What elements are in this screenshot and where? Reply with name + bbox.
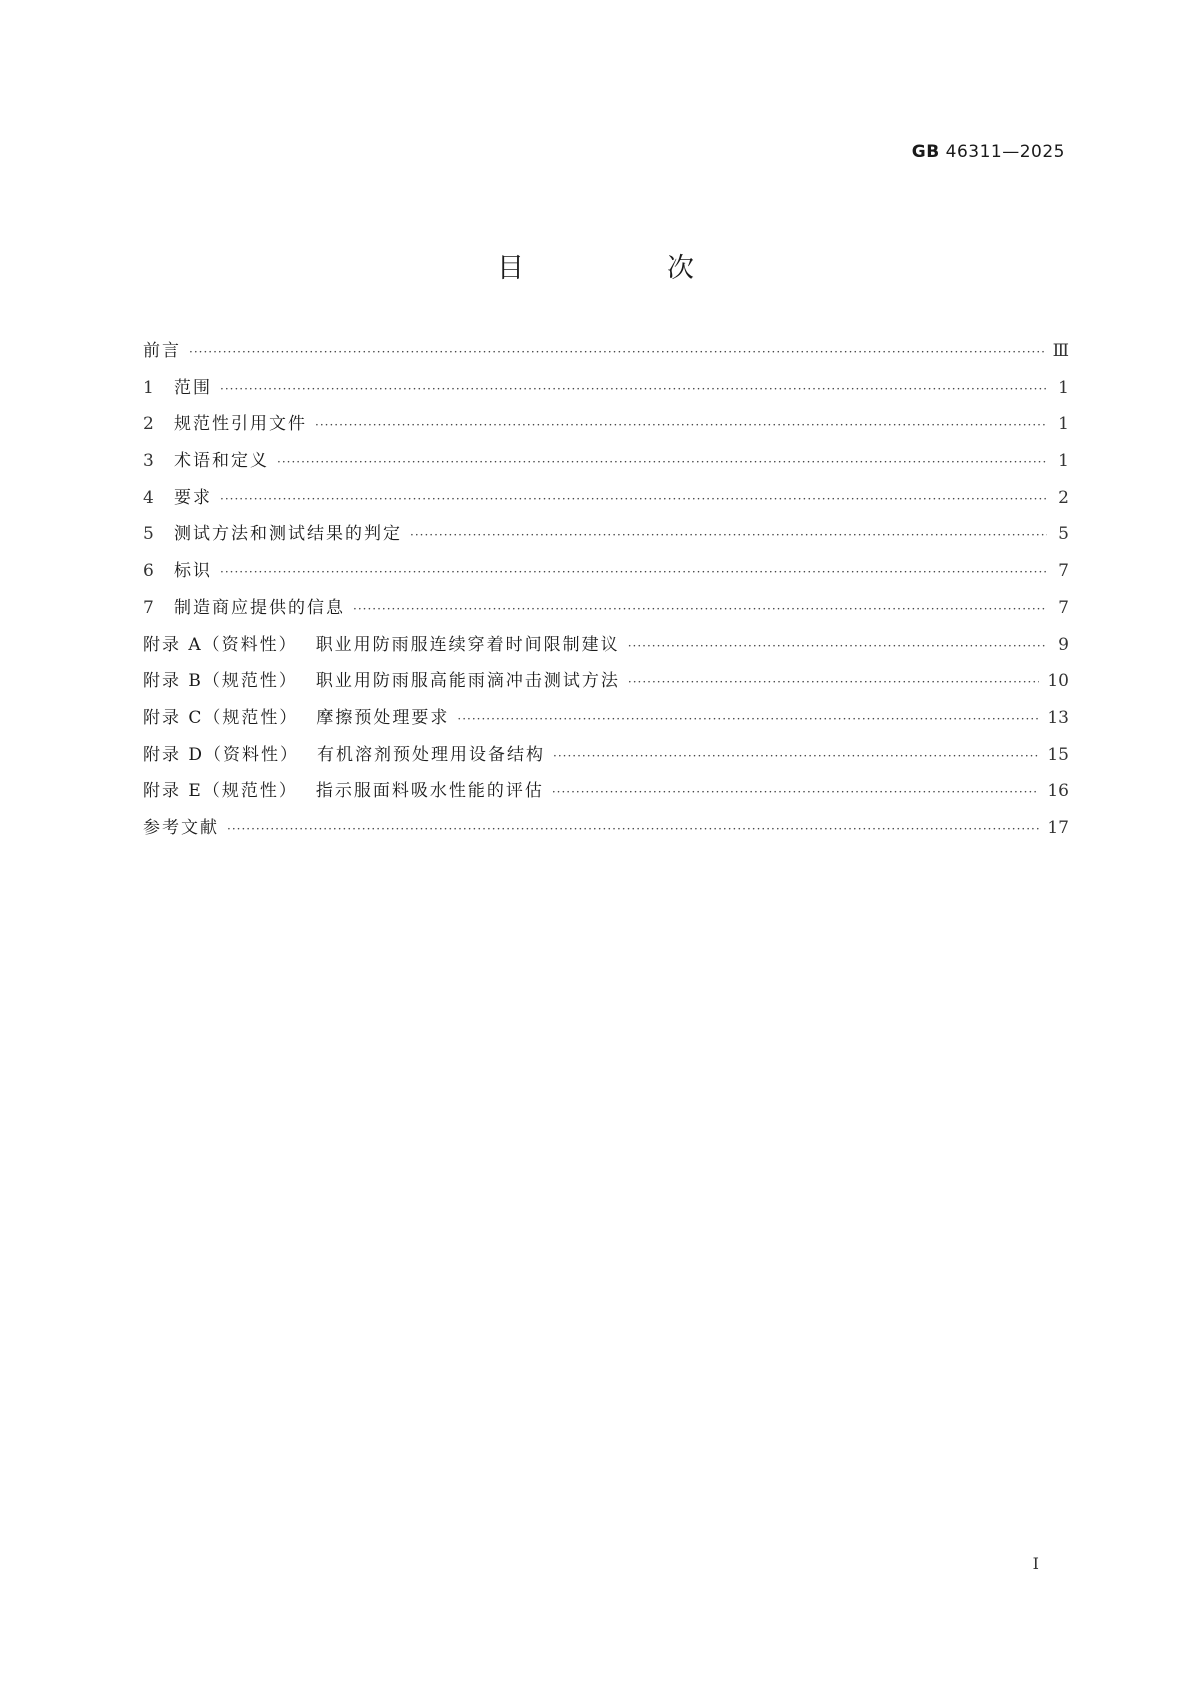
toc-entry-page: Ⅲ [1052, 341, 1069, 361]
toc-entry-label: 前言 [143, 341, 181, 361]
toc-entry-number: 4 [143, 487, 154, 508]
toc-dot-leader [353, 598, 1047, 620]
toc-entry[interactable] [143, 487, 1069, 524]
toc-entry-number: 2 [143, 414, 154, 435]
toc-dot-leader [220, 378, 1047, 400]
toc-title: 目 次 [497, 253, 752, 284]
toc-dot-leader [227, 818, 1039, 840]
toc-entry-annex-prefix: 附录 E（规范性） [143, 781, 298, 802]
table-of-contents [143, 340, 1069, 854]
toc-entry-label: 摩擦预处理要求 [316, 707, 450, 728]
toc-entry-label: 规范性引用文件 [174, 414, 307, 435]
toc-entry-page: 1 [1058, 377, 1069, 398]
toc-entry[interactable] [143, 780, 1069, 817]
toc-dot-leader [315, 414, 1047, 436]
toc-entry-page: 2 [1058, 487, 1069, 508]
toc-entry[interactable] [143, 413, 1069, 450]
toc-entry-label: 参考文献 [143, 817, 219, 838]
toc-entry-page: 15 [1047, 744, 1069, 765]
toc-entry-page: 5 [1058, 524, 1069, 545]
toc-entry-label: 制造商应提供的信息 [174, 597, 345, 618]
toc-dot-leader [410, 524, 1047, 546]
toc-entry-number: 1 [143, 377, 154, 398]
standard-number [912, 142, 1065, 162]
toc-entry-page: 7 [1058, 597, 1069, 618]
toc-entry[interactable] [143, 707, 1069, 744]
toc-entry[interactable] [143, 340, 1069, 377]
toc-entry-label: 有机溶剂预处理用设备结构 [317, 744, 546, 765]
toc-entry[interactable] [143, 450, 1069, 487]
toc-entry-page: 7 [1058, 561, 1069, 582]
toc-dot-leader [552, 781, 1040, 803]
toc-entry[interactable] [143, 817, 1069, 854]
toc-dot-leader [220, 561, 1047, 583]
toc-entry-number: 6 [143, 561, 154, 582]
toc-entry-label: 术语和定义 [174, 451, 269, 472]
toc-entry[interactable] [143, 523, 1069, 560]
standard-code: 46311—2025 [945, 142, 1065, 162]
toc-entry-number: 5 [143, 524, 154, 545]
toc-entry-label: 测试方法和测试结果的判定 [174, 524, 402, 545]
toc-entry-page: 13 [1047, 707, 1069, 728]
toc-dot-leader [220, 488, 1047, 510]
toc-entry[interactable] [143, 634, 1069, 671]
toc-dot-leader [628, 671, 1039, 693]
toc-entry-number: 7 [143, 597, 154, 618]
toc-dot-leader [189, 341, 1045, 363]
toc-entry-label: 职业用防雨服连续穿着时间限制建议 [315, 634, 620, 655]
toc-entry-page: 1 [1058, 414, 1069, 435]
toc-entry-page: 1 [1058, 451, 1069, 472]
toc-entry-label: 标识 [174, 561, 212, 582]
toc-entry-label: 要求 [174, 487, 212, 508]
toc-entry-label: 指示服面料吸水性能的评估 [315, 781, 544, 802]
toc-dot-leader [553, 745, 1039, 767]
toc-entry[interactable] [143, 560, 1069, 597]
toc-entry-label: 职业用防雨服高能雨滴冲击测试方法 [315, 671, 620, 692]
toc-dot-leader [628, 635, 1047, 657]
toc-entry-number: 3 [143, 451, 154, 472]
toc-entry[interactable] [143, 670, 1069, 707]
toc-entry-page: 17 [1047, 817, 1069, 838]
toc-entry-label: 范围 [174, 377, 212, 398]
toc-entry-page: 10 [1047, 671, 1069, 692]
standard-prefix: GB [911, 142, 940, 162]
toc-dot-leader [457, 708, 1039, 730]
toc-entry-annex-prefix: 附录 A（资料性） [143, 634, 298, 655]
toc-entry[interactable] [143, 597, 1069, 634]
toc-entry[interactable] [143, 377, 1069, 414]
toc-entry-annex-prefix: 附录 B（规范性） [143, 671, 298, 692]
toc-entry[interactable] [143, 744, 1069, 781]
page-number: Ⅰ [1032, 1554, 1039, 1573]
toc-entry-page: 16 [1047, 781, 1069, 802]
toc-dot-leader [277, 451, 1047, 473]
toc-entry-annex-prefix: 附录 D（资料性） [143, 744, 300, 765]
toc-entry-annex-prefix: 附录 C（规范性） [143, 707, 299, 728]
toc-entry-page: 9 [1058, 634, 1069, 655]
